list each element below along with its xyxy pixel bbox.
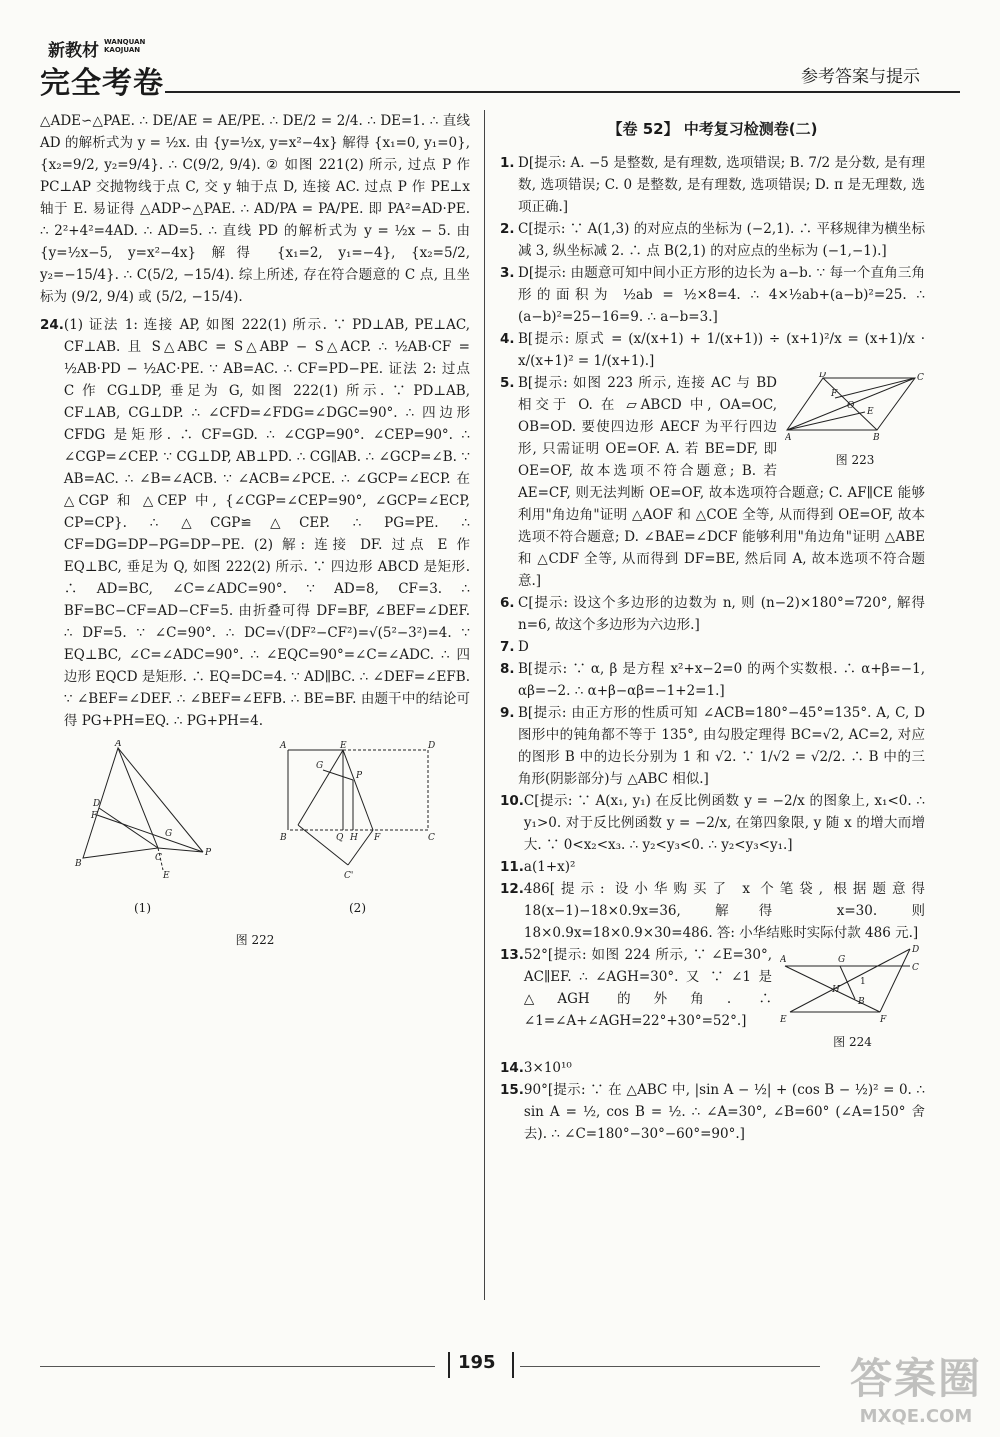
- svg-text:G: G: [315, 761, 323, 771]
- figure-224: [780, 944, 925, 1053]
- svg-text:A: A: [785, 433, 792, 442]
- svg-text:Q: Q: [335, 833, 343, 843]
- svg-text:B: B: [873, 433, 880, 442]
- svg-text:C': C': [343, 871, 353, 881]
- svg-text:E: E: [780, 1015, 787, 1024]
- answer-text: B[提示: 由正方形的性质可知 ∠ACB=180°−45°=135°. A, C, D 图形中的钝角都不等于 135°, 由勾股定理得 BC=√2, AC=2, 对应的图形 B 中的边长分别为 1 和 √2. ∵ 1/√2 = √2/2. ∴ B 中的三角形(阴影部分)与 △ABC 相似.]: [518, 705, 925, 787]
- watermark: [850, 1346, 982, 1427]
- svg-text:F: F: [90, 811, 97, 821]
- answer-text: D[提示: 由题意可知中间小正方形的边长为 a−b. ∵ 每一个直角三角形的面积为 ½ab = ½×8=4. ∴ 4×½ab+(a−b)²=25. ∴ (a−b)²=25−16=9. ∴ a−b=3.]: [518, 265, 925, 325]
- answer-number: 13.: [500, 947, 524, 963]
- watermark-en: MXQE.COM: [859, 1406, 973, 1427]
- answer-12: [500, 878, 925, 944]
- svg-text:E: E: [867, 407, 874, 417]
- watermark-cn: 答案圈: [849, 1354, 982, 1403]
- svg-text:H: H: [349, 833, 358, 843]
- answer-13: [500, 944, 925, 1057]
- header-rule: [165, 91, 960, 93]
- answer-4: [500, 328, 925, 372]
- left-column: [40, 110, 470, 951]
- svg-text:D: D: [92, 799, 100, 809]
- figure-222-1-label: (1): [134, 901, 151, 915]
- answer-8: [500, 658, 925, 702]
- figure-222: [40, 740, 470, 919]
- svg-text:F: F: [373, 833, 380, 843]
- answer-text: D: [518, 639, 529, 655]
- answer-10: [500, 790, 925, 856]
- exam-title: 【卷 52】 中考复习检测卷(二): [607, 120, 818, 138]
- answer-number: 14.: [500, 1060, 524, 1076]
- svg-text:P: P: [204, 848, 211, 858]
- answer-number: 6.: [500, 595, 515, 611]
- answer-number: 12.: [500, 881, 524, 897]
- svg-text:E: E: [162, 871, 170, 881]
- answer-6: [500, 592, 925, 636]
- figure-223: [785, 372, 925, 471]
- column-divider: [484, 110, 485, 1300]
- answer-text: 90°[提示: ∵ 在 △ABC 中, |sin A − ½| + (cos B − ½)² = 0. ∴ sin A = ½, cos B = ½. ∴ ∠A=30°, ∠B=60° (∠A=150° 舍去). ∴ ∠C=180°−30°−60°=90°.]: [523, 1082, 925, 1142]
- answer-number: 5.: [500, 375, 515, 391]
- logo-pinyin-line2: KAOJUAN: [104, 46, 141, 54]
- figure-222-1: [73, 740, 213, 919]
- triangle-figure-icon: [73, 740, 213, 890]
- svg-text:F: F: [880, 1015, 887, 1024]
- parallelogram-figure-icon: [785, 372, 925, 442]
- answer-7: [500, 636, 925, 658]
- section-title: 参考答案与提示: [801, 67, 920, 87]
- svg-text:E: E: [339, 741, 347, 751]
- svg-text:B: B: [74, 859, 82, 869]
- answer-text: B[提示: 如图 223 所示, 连接 AC 与 BD 相交于 O. 在 ▱ABCD 中, OA=OC, OB=OD. 要使四边形 AECF 为平行四边形, 只需证明 OE=OF. A. 若 BE=DF, 即 OE=OF, 故本选项不符合题意; B. 若 AE=CF, 则无法判断 OE=OF, 故本选项符合题意; C. AF∥CE 能够利用"角边角"证明 △AOF 和 △COE 全等, 从而得到 OE=OF, 故本选项不符合题意; D. ∠BAE=∠DCF 能够利用"角边角"证明 △ABE 和 △CDF 全等, 从而得到 DF=BE, 然后同 A, 故本选项不符合题意.]: [518, 375, 925, 589]
- footer-bar-right: [512, 1352, 514, 1378]
- figure-224-caption: 图 224: [833, 1035, 872, 1049]
- answer-3: [500, 262, 925, 328]
- svg-text:D: D: [819, 372, 827, 380]
- svg-text:O: O: [847, 401, 855, 411]
- answer-text: 52°[提示: 如图 224 所示, ∵ ∠E=30°, AC∥EF. ∴ ∠AGH=30°. 又 ∵ ∠1 是 △AGH 的外角. ∴ ∠1=∠A+∠AGH=22°+30°=52°.]: [523, 947, 772, 1029]
- answer-15: [500, 1079, 925, 1145]
- answer-text: a(1+x)²: [523, 859, 576, 875]
- svg-text:A: A: [279, 741, 286, 751]
- answer-2: [500, 218, 925, 262]
- answer-text: D[提示: A. −5 是整数, 是有理数, 选项错误; B. 7/2 是分数, 是有理数, 选项错误; C. 0 是整数, 是有理数, 选项错误; D. π 是无理数, 选项正确.]: [518, 155, 925, 215]
- answer-text: 486[提示: 设小华购买了 x 个笔袋, 根据题意得 18(x−1)−18×0.9x=36, 解得 x=30. 则 18×0.9x=18×0.9×30=486. 答: 小华结账时实际付款 486 元.]: [523, 881, 925, 941]
- svg-text:C: C: [427, 833, 435, 843]
- svg-text:C: C: [154, 853, 162, 863]
- answer-number: 11.: [500, 859, 524, 875]
- answer-text: C[提示: ∵ A(x₁, y₁) 在反比例函数 y = −2/x 的图象上, x₁<0. ∴ y₁>0. 对于反比例函数 y = −2/x, 在第四象限, y 随 x 的增大而增大. ∵ 0<x₂<x₃. ∴ y₂<y₃<0. ∴ y₂<y₃<y₁.]: [523, 793, 925, 853]
- parallel-lines-figure-icon: [780, 944, 925, 1024]
- svg-text:C: C: [917, 373, 924, 383]
- right-column: [500, 110, 925, 1145]
- figure-223-caption: 图 223: [835, 453, 875, 467]
- figure-222-2: [278, 740, 438, 919]
- answer-1: [500, 152, 925, 218]
- svg-text:1: 1: [860, 977, 866, 987]
- answer-number: 4.: [500, 331, 515, 347]
- answer-number: 15.: [500, 1082, 524, 1098]
- svg-text:A: A: [780, 955, 787, 965]
- logo-pinyin-line1: WANQUAN: [104, 38, 146, 46]
- figure-222-caption: 图 222: [235, 933, 275, 947]
- footer-bar-left: [448, 1352, 450, 1378]
- answer-number: 9.: [500, 705, 515, 721]
- svg-text:A: A: [114, 740, 121, 749]
- svg-text:D: D: [912, 945, 920, 955]
- svg-text:B: B: [279, 833, 287, 843]
- answer-11: [500, 856, 925, 878]
- answer-number: 3.: [500, 265, 515, 281]
- logo-new-textbook: 新教材: [48, 41, 99, 61]
- answer-text: C[提示: 设这个多边形的边数为 n, 则 (n−2)×180°=720°, 解得 n=6, 故这个多边形为六边形.]: [518, 595, 925, 633]
- answer-text: C[提示: ∵ A(1,3) 的对应点的坐标为 (−2,1). ∴ 平移规律为横坐标减 3, 纵坐标减 2. ∴ 点 B(2,1) 的对应点的坐标为 (−1,−1).]: [518, 221, 925, 259]
- logo-complete-exam: 完全考卷: [40, 66, 164, 101]
- footer-rule-right: [520, 1366, 820, 1367]
- rectangle-fold-figure-icon: [278, 740, 438, 890]
- svg-text:G: G: [838, 955, 846, 965]
- figure-222-2-label: (2): [349, 901, 366, 915]
- answer-text: B[提示: 原式 = (x/(x+1) + 1/(x+1)) ÷ (x+1)²/x = (x+1)/x · x/(x+1)² = 1/(x+1).]: [518, 331, 925, 369]
- svg-text:P: P: [355, 771, 362, 781]
- answer-number: 10.: [500, 793, 524, 809]
- answer-number: 2.: [500, 221, 515, 237]
- answer-5: [500, 372, 925, 592]
- svg-text:H: H: [832, 985, 840, 995]
- answer-24: [40, 314, 470, 732]
- svg-text:F: F: [831, 389, 838, 399]
- answer-9: [500, 702, 925, 790]
- svg-text:D: D: [427, 741, 435, 751]
- answer-23-continuation: △ADE∽△PAE. ∴ DE/AE = AE/PE. ∴ DE/2 = 2/4. ∴ DE=1. ∴ 直线 AD 的解析式为 y = ½x. 由 {y=½x, y=x²−4x} 解得 {x₁=0, y₁=0}, {x₂=9/2, y₂=9/4}. ∴ C(9/2, 9/4). ② 如图 221(2) 所示, 过点 P 作 PC⊥AP 交抛物线于点 C, 交 y 轴于点 D, 连接 AC. 过点 P 作 PE⊥x 轴于 E. 易证得 △ADP∽△PAE. ∴ AD/PA = PA/PE. 即 PA²=AD·PE. ∴ 2²+4²=4AD. ∴ AD=5. ∴ 直线 PD 的解析式为 y = ½x − 5. 由 {y=½x−5, y=x²−4x} 解得 {x₁=2, y₁=−4}, {x₂=5/2, y₂=−15/4}. ∴ C(5/2, −15/4). 综上所述, 存在符合题意的 C 点, 且坐标为 (9/2, 9/4) 或 (5/2, −15/4).: [40, 113, 470, 305]
- logo-pinyin: [104, 38, 145, 54]
- answer-text: B[提示: ∵ α, β 是方程 x²+x−2=0 的两个实数根. ∴ α+β=−1, αβ=−2. ∴ α+β−αβ=−1+2=1.]: [518, 661, 925, 699]
- svg-text:C: C: [912, 963, 919, 973]
- footer-rule-left: [40, 1366, 435, 1367]
- answer-14: [500, 1057, 925, 1079]
- answer-text: 3×10¹⁰: [523, 1060, 572, 1076]
- answer-number: 7.: [500, 639, 515, 655]
- svg-text:G: G: [164, 829, 172, 839]
- page-number: 195: [458, 1352, 496, 1373]
- answer-number: 24.: [40, 317, 64, 333]
- answer-text: (1) 证法 1: 连接 AP, 如图 222(1) 所示. ∵ PD⊥AB, PE⊥AC, CF⊥AB. 且 S△ABC = S△ABP − S△ACP. ∴ ½AB·CF = ½AB·PD − ½AC·PE. ∵ AB=AC. ∴ CF=PD−PE. 证法 2: 过点 C 作 CG⊥DP, 垂足为 G, 如图 222(1) 所示. ∵ PD⊥AB, CF⊥AB, CG⊥DP. ∴ ∠CFD=∠FDG=∠DGC=90°. ∴ 四边形 CFDG 是矩形. ∴ CF=GD. ∴ ∠CGP=90°. ∠CEP=90°. ∴ ∠CGP=∠CEP. ∵ CG⊥DP, AB⊥PD. ∴ CG∥AB. ∴ ∠GCP=∠B. ∵ AB=AC. ∴ ∠B=∠ACB. ∵ ∠ACB=∠PCE. ∴ ∠GCP=∠ECP. 在 △CGP 和 △CEP 中, {∠CGP=∠CEP=90°, ∠GCP=∠ECP, CP=CP}. ∴ △CGP≌△CEP. ∴ PG=PE. ∴ CF=DG=DP−PG=DP−PE. (2) 解: 连接 DF. 过点 E 作 EQ⊥BC, 垂足为 Q, 如图 222(2) 所示. ∵ 四边形 ABCD 是矩形. ∴ AD=BC, ∠C=∠ADC=90°. ∵ AD=8, CF=3. ∴ BF=BC−CF=AD−CF=5. 由折叠可得 DF=BF, ∠BEF=∠DEF. ∴ DF=5. ∵ ∠C=90°. ∴ DC=√(DF²−CF²)=√(5²−3²)=4. ∵ EQ⊥BC, ∠C=∠ADC=90°. ∴ ∠EQC=90°=∠C=∠ADC. ∴ 四边形 EQCD 是矩形. ∴ EQ=DC=4. ∵ AD∥BC. ∴ ∠DEF=∠EFB. ∵ ∠BEF=∠DEF. ∴ ∠BEF=∠EFB. ∴ BE=BF. 由题干中的结论可得 PG+PH=EQ. ∴ PG+PH=4.: [63, 317, 470, 729]
- answer-number: 8.: [500, 661, 515, 677]
- svg-text:B: B: [858, 997, 865, 1007]
- answer-number: 1.: [500, 155, 515, 171]
